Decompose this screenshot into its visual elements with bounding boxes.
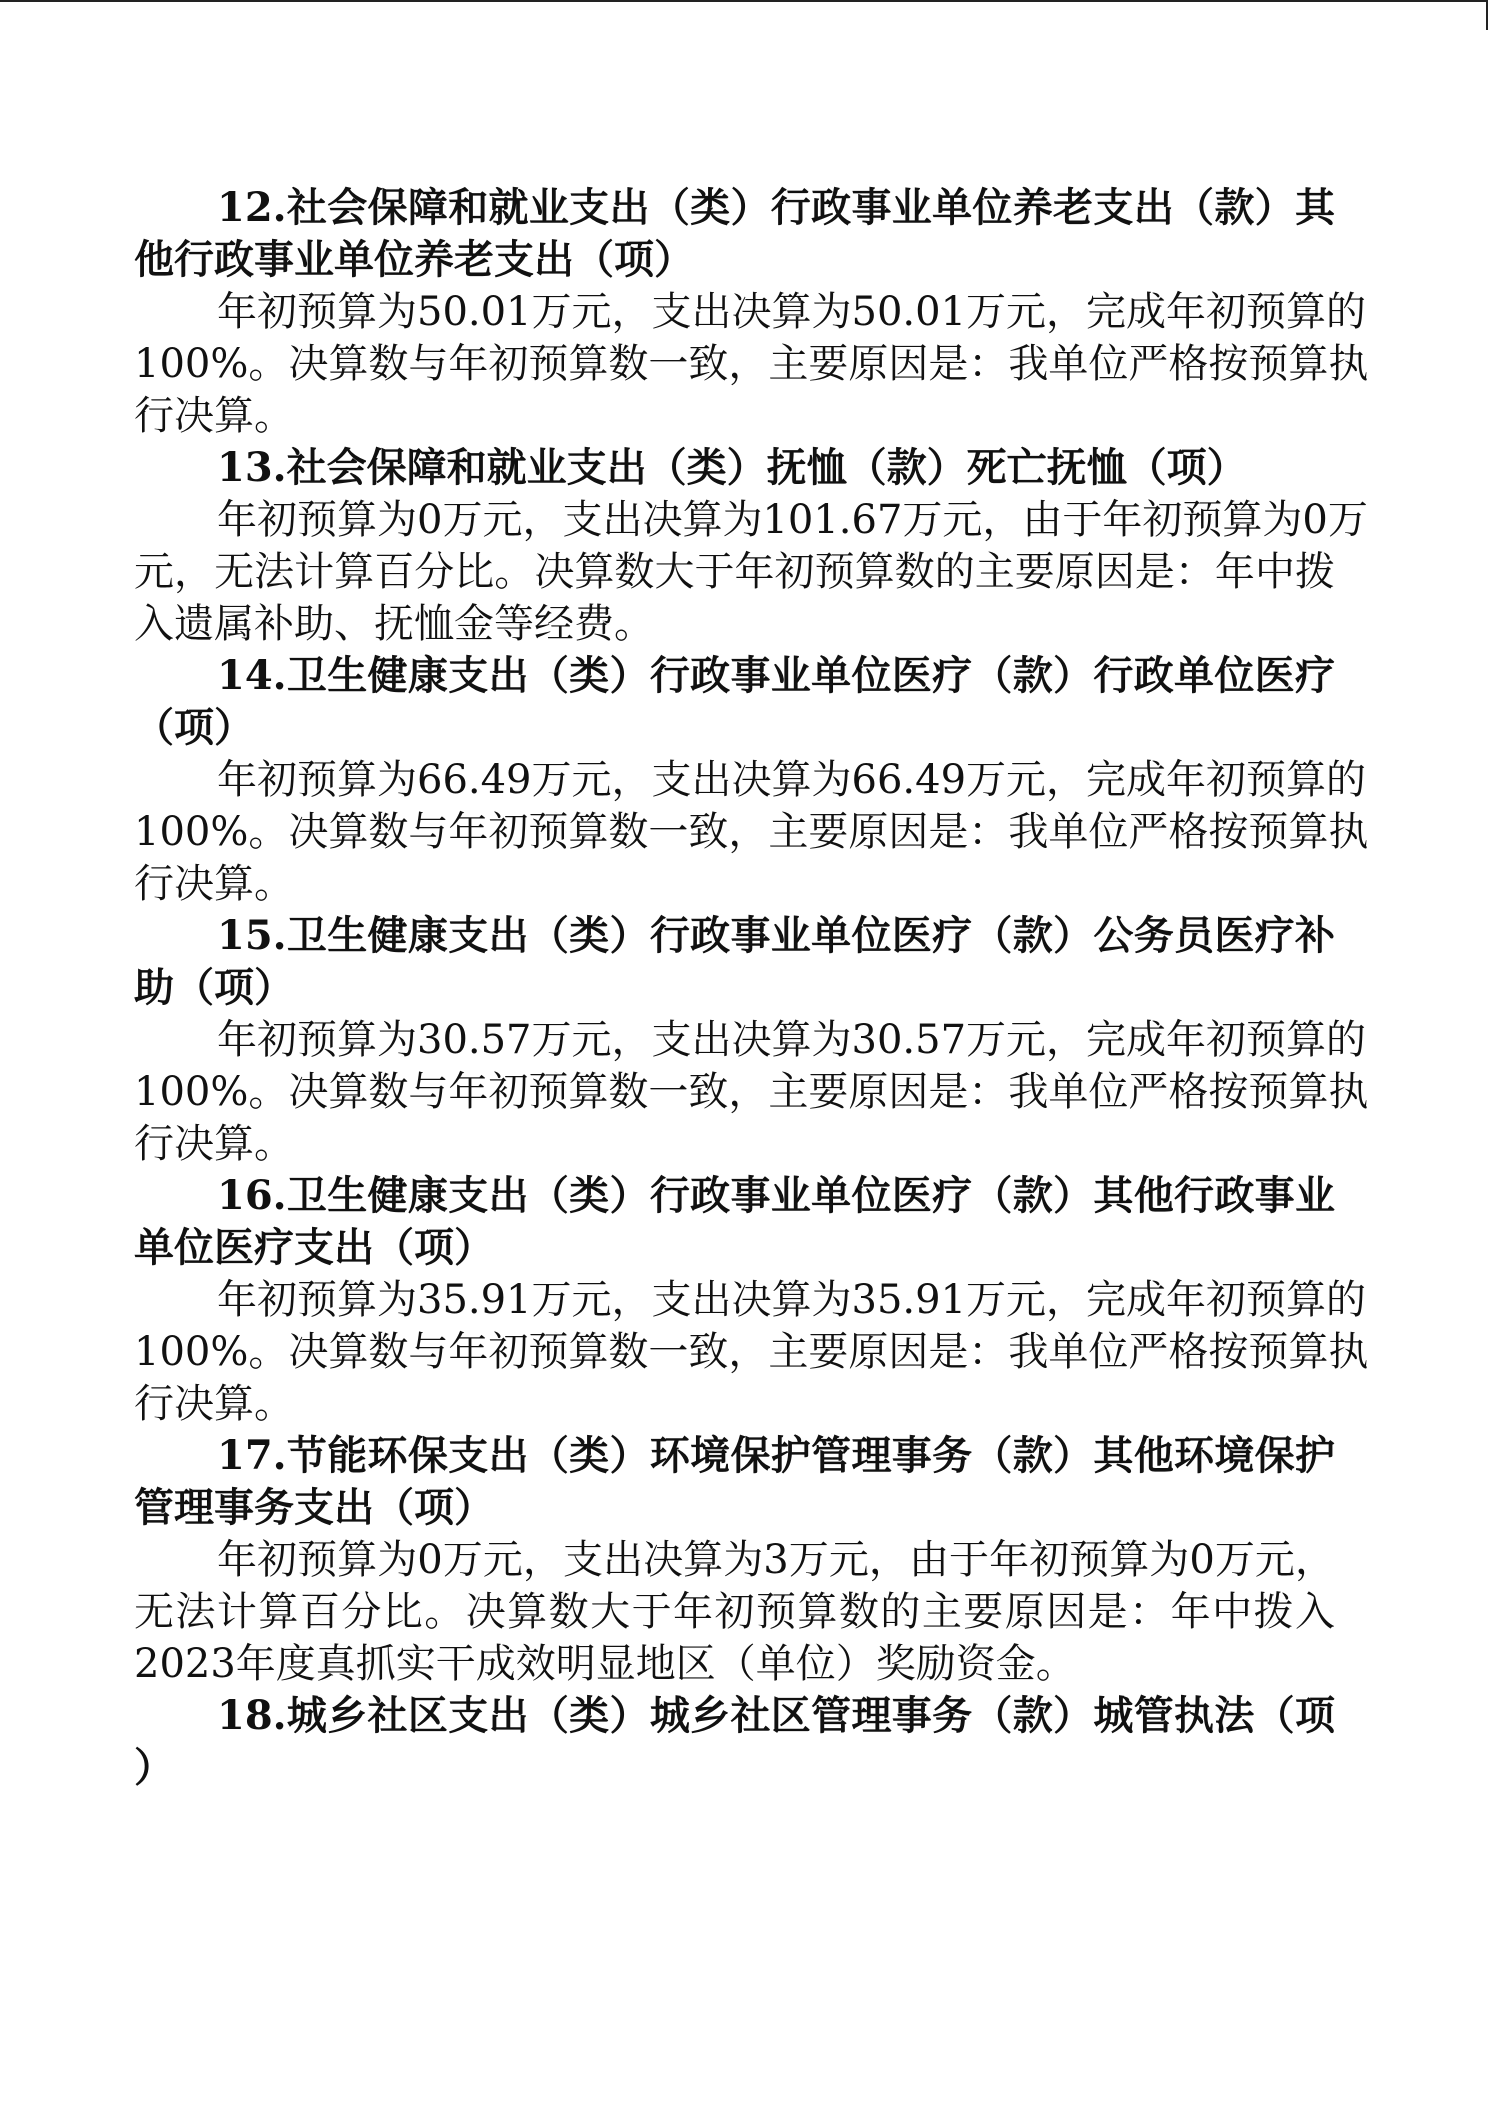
section-heading	[134, 182, 1335, 286]
section-heading	[134, 1170, 1335, 1274]
text-line: 年初预算为35.91万元，支出决算为35.91万元，完成年初预算的	[217, 1277, 1367, 1323]
text-line: 行决算。	[134, 1121, 294, 1167]
text-line: 2023年度真抓实干成效明显地区（单位）奖励资金。	[134, 1641, 1076, 1687]
text-line: 14.卫生健康支出（类）行政事业单位医疗（款）行政单位医疗	[217, 652, 1335, 699]
text-line: 18.城乡社区支出（类）城乡社区管理事务（款）城管执法（项	[217, 1692, 1335, 1739]
text-line: 100%。决算数与年初预算数一致，主要原因是：我单位严格按预算执	[134, 341, 1369, 387]
text-line: 100%。决算数与年初预算数一致，主要原因是：我单位严格按预算执	[134, 1329, 1369, 1375]
body-paragraph	[134, 1534, 1335, 1690]
body-paragraph	[134, 1014, 1369, 1170]
text-line: 17.节能环保支出（类）环境保护管理事务（款）其他环境保护	[217, 1432, 1335, 1479]
text-line: ）	[134, 1744, 174, 1791]
text-line: 12.社会保障和就业支出（类）行政事业单位养老支出（款）其	[217, 184, 1335, 231]
body-paragraph	[134, 286, 1369, 442]
text-line: 13.社会保障和就业支出（类）抚恤（款）死亡抚恤（项）	[217, 444, 1247, 491]
section-heading	[134, 1430, 1335, 1534]
text-line: 年初预算为30.57万元，支出决算为30.57万元，完成年初预算的	[217, 1017, 1367, 1063]
page-border-top	[0, 0, 1488, 2]
section-heading	[134, 910, 1335, 1014]
text-line: 年初预算为66.49万元，支出决算为66.49万元，完成年初预算的	[217, 757, 1367, 803]
text-line: 无法计算百分比。决算数大于年初预算数的主要原因是：年中拨入	[134, 1589, 1335, 1635]
text-line: 行决算。	[134, 861, 294, 907]
text-line: 元，无法计算百分比。决算数大于年初预算数的主要原因是：年中拨	[134, 549, 1335, 595]
text-line: 管理事务支出（项）	[134, 1484, 494, 1531]
text-line: 行决算。	[134, 393, 294, 439]
text-line: 16.卫生健康支出（类）行政事业单位医疗（款）其他行政事业	[217, 1172, 1335, 1219]
text-line: 100%。决算数与年初预算数一致，主要原因是：我单位严格按预算执	[134, 1069, 1369, 1115]
text-line: 入遗属补助、抚恤金等经费。	[134, 601, 654, 647]
text-line: 100%。决算数与年初预算数一致，主要原因是：我单位严格按预算执	[134, 809, 1369, 855]
section-heading	[134, 650, 1335, 754]
text-line: 年初预算为0万元，支出决算为3万元，由于年初预算为0万元，	[217, 1537, 1335, 1583]
text-line: （项）	[134, 704, 254, 751]
text-line: 助（项）	[134, 964, 294, 1011]
text-line: 15.卫生健康支出（类）行政事业单位医疗（款）公务员医疗补	[217, 912, 1335, 959]
body-paragraph	[134, 1274, 1369, 1430]
body-paragraph	[134, 754, 1369, 910]
text-line: 行决算。	[134, 1381, 294, 1427]
document-body	[134, 182, 1369, 1794]
text-line: 单位医疗支出（项）	[134, 1224, 494, 1271]
text-line: 年初预算为0万元，支出决算为101.67万元，由于年初预算为0万	[217, 497, 1368, 543]
section-heading	[134, 1690, 1335, 1794]
body-paragraph	[134, 494, 1368, 650]
text-line: 年初预算为50.01万元，支出决算为50.01万元，完成年初预算的	[217, 289, 1367, 335]
text-line: 他行政事业单位养老支出（项）	[134, 236, 694, 283]
section-heading	[134, 442, 1335, 494]
